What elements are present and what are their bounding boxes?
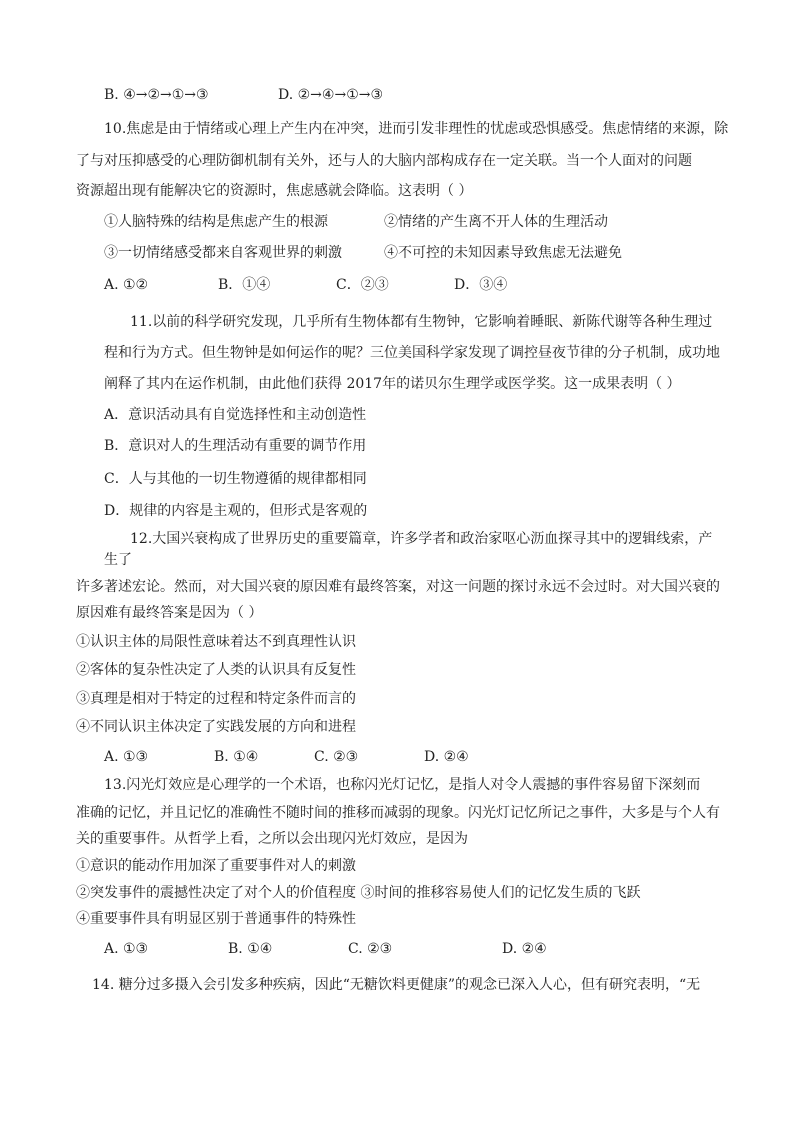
q13-option-a: A. ①③: [104, 941, 149, 957]
q12-line-1: 12.大国兴衰构成了世界历史的重要篇章，许多学者和政治家呕心沥血探寻其中的逻辑线索，产: [130, 531, 713, 547]
q12-statement-2: ②客体的复杂性决定了人类的认识具有反复性: [76, 662, 356, 678]
q12-option-b: B. ①④: [214, 749, 259, 765]
q12-option-c: C. ②③: [314, 749, 359, 765]
q11-option-c: C．人与其他的一切生物遵循的规律都相同: [104, 471, 367, 487]
q13-statement-1: ①意识的能动作用加深了重要事件对人的刺激: [76, 858, 356, 874]
q13-statement-4: ④重要事件具有明显区别于普通事件的特殊性: [76, 911, 356, 927]
q10-statement-2: ②情绪的产生离不开人体的生理活动: [384, 214, 608, 230]
q12-option-d: D. ②④: [424, 749, 469, 765]
q11-option-b: B．意识对人的生理活动有重要的调节作用: [104, 438, 367, 454]
q13-option-d: D. ②④: [502, 941, 547, 957]
q12-statement-1: ①认识主体的局限性意味着达不到真理性认识: [76, 634, 356, 650]
q10-option-d: D．③④: [454, 277, 508, 293]
q11-line-1: 11.以前的科学研究发现，几乎所有生物体都有生物钟，它影响着睡眠、新陈代谢等各种生理过: [130, 314, 713, 330]
prev-option-b: B. ④→②→①→③: [104, 87, 209, 103]
q10-line-3: 资源超出现有能解决它的资源时，焦虑感就会降临。这表明（ ）: [76, 183, 473, 199]
q12-line-3: 许多著述宏论。然而，对大国兴衰的原因难有最终答案，对这一问题的探讨永远不会过时。对大国兴衰的: [76, 579, 720, 595]
q12-line-4: 原因难有最终答案是因为（ ）: [76, 605, 263, 621]
q11-line-3: 阐释了其内在运作机制，由此他们获得 2017年的诺贝尔生理学或医学奖。这一成果表明（ ）: [104, 376, 681, 392]
q10-option-b: B．①④: [218, 277, 271, 293]
q11-option-d: D．规律的内容是主观的，但形式是客观的: [104, 503, 368, 519]
q13-line-3: 关的重要事件。从哲学上看，之所以会出现闪光灯效应，是因为: [76, 831, 468, 847]
q10-line-1: 10.焦虑是由于情绪或心理上产生内在冲突，进而引发非理性的忧虑或恐惧感受。焦虑情绪的来源，除: [104, 121, 729, 137]
q13-option-b: B. ①④: [228, 941, 273, 957]
q12-statement-3: ③真理是相对于特定的过程和特定条件而言的: [76, 691, 356, 707]
q10-option-c: C．②③: [336, 277, 389, 293]
q12-statement-4: ④不同认识主体决定了实践发展的方向和进程: [76, 719, 356, 735]
q10-statement-3: ③一切情绪感受都来自客观世界的刺激: [104, 245, 342, 261]
q13-statements-2-3: ②突发事件的震撼性决定了对个人的价值程度 ③时间的推移容易使人们的记忆发生质的飞跃: [76, 885, 641, 901]
q11-option-a: A．意识活动具有自觉选择性和主动创造性: [104, 407, 367, 423]
q12-line-2: 生了: [104, 552, 132, 568]
q14-line-1: 14. 糖分过多摄入会引发多种疾病，因此“无糖饮料更健康”的观念已深入人心，但有研究表明，“无: [92, 977, 701, 993]
q12-option-a: A. ①③: [104, 749, 149, 765]
q13-option-c: C. ②③: [348, 941, 393, 957]
q10-option-a: A. ①②: [104, 277, 149, 293]
q11-line-2: 程和行为方式。但生物钟是如何运作的呢？三位美国科学家发现了调控昼夜节律的分子机制，成功地: [104, 345, 720, 361]
q10-statement-1: ①人脑特殊的结构是焦虑产生的根源: [104, 214, 328, 230]
q10-statement-4: ④不可控的未知因素导致焦虑无法避免: [384, 245, 622, 261]
q13-line-1: 13.闪光灯效应是心理学的一个术语，也称闪光灯记忆，是指人对令人震撼的事件容易留下深刻而: [104, 777, 701, 793]
prev-option-d: D. ②→④→①→③: [278, 87, 384, 103]
q13-line-2: 准确的记忆，并且记忆的准确性不随时间的推移而减弱的现象。闪光灯记忆所记之事件，大多是与个人有: [76, 805, 720, 821]
q10-line-2: 了与对压抑感受的心理防御机制有关外，还与人的大脑内部构成存在一定关联。当一个人面对的问题: [76, 153, 692, 169]
